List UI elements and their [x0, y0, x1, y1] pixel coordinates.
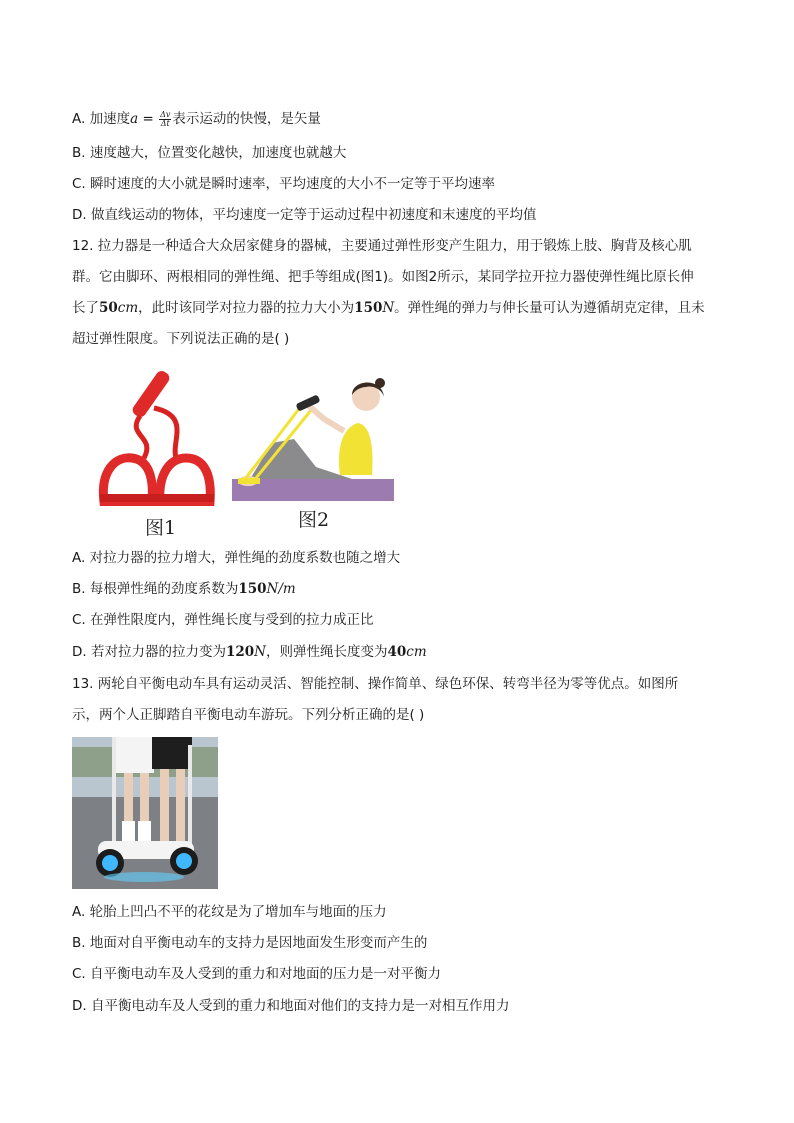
scooter-handle-right [188, 745, 192, 845]
q12-stem-line4: 超过弹性限度。下列说法正确的是( ) [72, 331, 290, 347]
q12-d-value2: 40 [387, 644, 407, 660]
q12-line3-post: 。弹性绳的弹力与伸长量可认为遵循胡克定律，且未 [394, 300, 705, 316]
leg [176, 769, 185, 843]
q12-d-unit2: cm [406, 644, 427, 660]
sock [138, 821, 151, 843]
wheel-light-right [176, 853, 192, 869]
q12-option-b [72, 579, 296, 599]
wheel-light-left [102, 855, 118, 871]
q11-a-prefix: A. 加速度 [72, 111, 131, 127]
arm [308, 405, 344, 431]
q11-a-math-var: a [130, 111, 139, 127]
q13-stem-line1: 13. 两轮自平衡电动车具有运动灵活、智能控制、操作简单、绿色环保、转弯半径为零等优点。如图所 [72, 676, 679, 692]
q11-a-frac-den: Δt [160, 118, 170, 128]
q11-option-b: B. 速度越大，位置变化越快，加速度也就越大 [72, 145, 347, 161]
q11-a-fraction [159, 111, 171, 128]
figure2-caption: 图2 [298, 509, 330, 531]
q12-option-a: A. 对拉力器的拉力增大，弹性绳的劲度系数也随之增大 [72, 550, 401, 566]
figure1-caption: 图1 [145, 517, 177, 539]
hair-bun [375, 378, 385, 388]
q12-line3-value1: 50 [99, 300, 118, 316]
leg [160, 769, 169, 843]
q12-line3-unit2: N [382, 300, 395, 316]
q13-option-a: A. 轮胎上凹凸不平的花纹是为了增加车与地面的压力 [72, 904, 387, 920]
q13-option-b: B. 地面对自平衡电动车的支持力是因地面发生形变而产生的 [72, 935, 428, 951]
q12-d-unit1: N [254, 644, 266, 660]
elastic-rope-left [136, 416, 147, 458]
q13-option-d: D. 自平衡电动车及人受到的重力和地面对他们的支持力是一对相互作用力 [72, 998, 510, 1014]
q12-stem-line2: 群。它由脚环、两根相同的弹性绳、把手等组成(图1)。如图2所示，某同学拉开拉力器使弹性绳比原长伸 [72, 269, 694, 285]
q12-b-pre: B. 每根弹性绳的劲度系数为 [72, 581, 239, 597]
q13-option-c: C. 自平衡电动车及人受到的重力和对地面的压力是一对平衡力 [72, 966, 442, 982]
q13-stem-line2: 示，两个人正脚踏自平衡电动车游玩。下列分析正确的是( ) [72, 707, 425, 723]
q12-option-d [72, 642, 427, 662]
exerciser-illustration [96, 366, 216, 506]
foot-loop-left-base [100, 494, 156, 502]
q11-a-suffix: 表示运动的快慢，是矢量 [172, 111, 321, 127]
q12-b-value: 150 [238, 581, 267, 597]
foot-loop-right-base [156, 494, 214, 502]
q11-option-d: D. 做直线运动的物体，平均速度一定等于运动过程中初速度和末速度的平均值 [72, 207, 537, 223]
elastic-rope-right [154, 408, 177, 458]
q12-line3-unit1: cm [117, 300, 139, 316]
person-right-shorts [152, 737, 192, 769]
q12-line3-pre: 长了 [72, 300, 99, 316]
q11-option-c: C. 瞬时速度的大小就是瞬时速率，平均速度的大小不一定等于平均速率 [72, 176, 496, 192]
q12-stem-line3 [72, 298, 705, 318]
q12-b-unit: N/m [266, 581, 296, 597]
q11-option-a [72, 109, 321, 129]
sock [122, 821, 135, 843]
ground-glow [104, 872, 184, 882]
q11-a-math-eq: = [138, 111, 159, 127]
figure-balance-scooter-image [72, 737, 218, 889]
scooter-handle-left [112, 737, 116, 847]
q12-option-c: C. 在弹性限度内，弹性绳长度与受到的拉力成正比 [72, 612, 374, 628]
figure1-exerciser-image [96, 366, 216, 506]
person-left-shirt [116, 737, 154, 773]
q12-line3-mid: ，此时该同学对拉力器的拉力大小为 [138, 300, 355, 316]
woman-exercising-illustration [232, 375, 394, 501]
figure2-woman-exercising-image [232, 375, 394, 501]
q12-d-value1: 120 [225, 644, 255, 660]
q12-stem-line1: 12. 拉力器是一种适合大众居家健身的器械，主要通过弹性形变产生阻力，用于锻炼上肢、胸背及核心肌 [72, 238, 692, 254]
legs [250, 439, 352, 479]
yellow-foot-loop [238, 478, 260, 484]
q12-line3-value2: 150 [354, 300, 383, 316]
balance-scooter-illustration [72, 737, 218, 889]
q12-d-pre: D. 若对拉力器的拉力变为 [72, 644, 226, 660]
q11-a-frac-num: Δv [160, 109, 171, 119]
q12-d-mid: ，则弹性绳长度变为 [265, 644, 388, 660]
